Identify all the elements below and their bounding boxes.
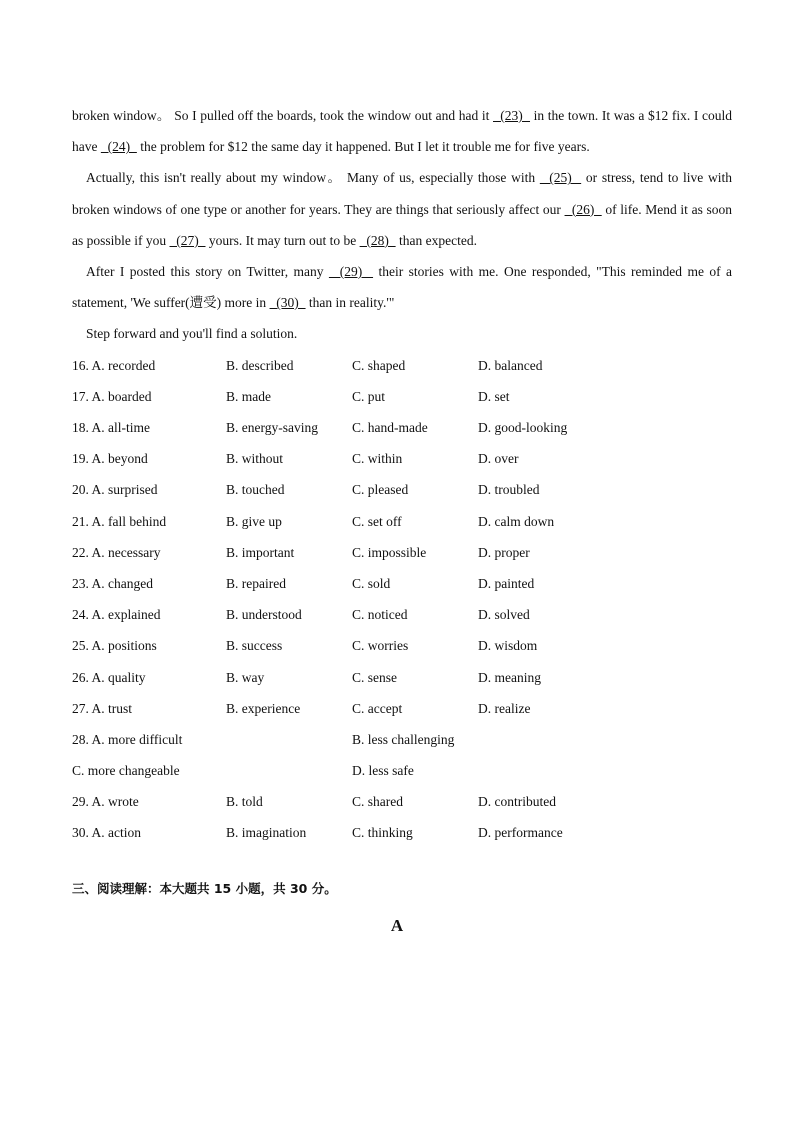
- blank-23: (23): [493, 108, 531, 123]
- question-row-16: 16. A. recorded B. described C. shaped D. balanced: [72, 357, 543, 373]
- question-row-18: 18. A. all-time B. energy-saving C. hand-made D. good-looking: [72, 420, 568, 435]
- blank-27: (27): [169, 232, 206, 248]
- question-row-25: 25. A. positions B. success C. worries D. wisdom: [72, 638, 538, 654]
- question-row-19: 19. A. beyond B. without C. within D. over: [72, 451, 519, 467]
- question-row-20: 20. A. surprised B. touched C. pleased D. troubled: [72, 482, 540, 498]
- blank-25: (25): [539, 170, 582, 186]
- passage-paragraph-4: Step forward and you'll find a solution.: [86, 326, 298, 342]
- options-list: [72, 350, 732, 849]
- question-row-22: 22. A. necessary B. important C. impossible D. proper: [72, 544, 530, 560]
- blank-28: (28): [359, 232, 396, 248]
- passage-paragraph-2: Actually, this isn't really about my window。 Many of us, especially those with (25) or stress, tend to live with broken windows of one type or another for years. They are things that seriously affect our (26) of life. Mend it as soon as possible if you (27) yours. It may turn out to be (28) than expected.: [72, 170, 733, 248]
- section-heading: 三、阅读理解：本大题共 15 小题，共 30 分。: [72, 881, 337, 896]
- question-row-17: 17. A. boarded B. made C. put D. set: [72, 388, 510, 404]
- part-label: A: [390, 916, 404, 935]
- exam-page: [72, 100, 732, 849]
- question-row-28-cd: C. more changeable D. less safe: [72, 763, 414, 779]
- question-row-27: 27. A. trust B. experience C. accept D. realize: [72, 700, 531, 716]
- blank-26: (26): [564, 201, 602, 217]
- question-row-26: 26. A. quality B. way C. sense D. meaning: [72, 669, 541, 685]
- blank-30: (30): [269, 295, 306, 311]
- question-row-30: 30. A. action B. imagination C. thinking D. performance: [72, 825, 563, 841]
- blank-29: (29): [328, 264, 374, 280]
- question-row-29: 29. A. wrote B. told C. shared D. contributed: [72, 794, 556, 810]
- question-row-28-ab: 28. A. more difficult B. less challenging: [72, 731, 455, 747]
- passage-paragraph-3: After I posted this story on Twitter, many (29) their stories with me. One responded, "This reminded me of a statement, 'We suffer(遭受) more in (30) than in reality.'": [72, 264, 732, 311]
- question-row-23: 23. A. changed B. repaired C. sold D. painted: [72, 575, 535, 591]
- blank-24: (24): [100, 139, 137, 155]
- question-row-21: 21. A. fall behind B. give up C. set off D. calm down: [72, 513, 555, 529]
- question-row-24: 24. A. explained B. understood C. noticed D. solved: [72, 607, 530, 623]
- passage-paragraph-1: broken window。 So I pulled off the boards, took the window out and had it (23) in the town. It was a $12 fix. I could have (24) the problem for $12 the same day it happened. But I let it trouble me for five years.: [72, 108, 733, 155]
